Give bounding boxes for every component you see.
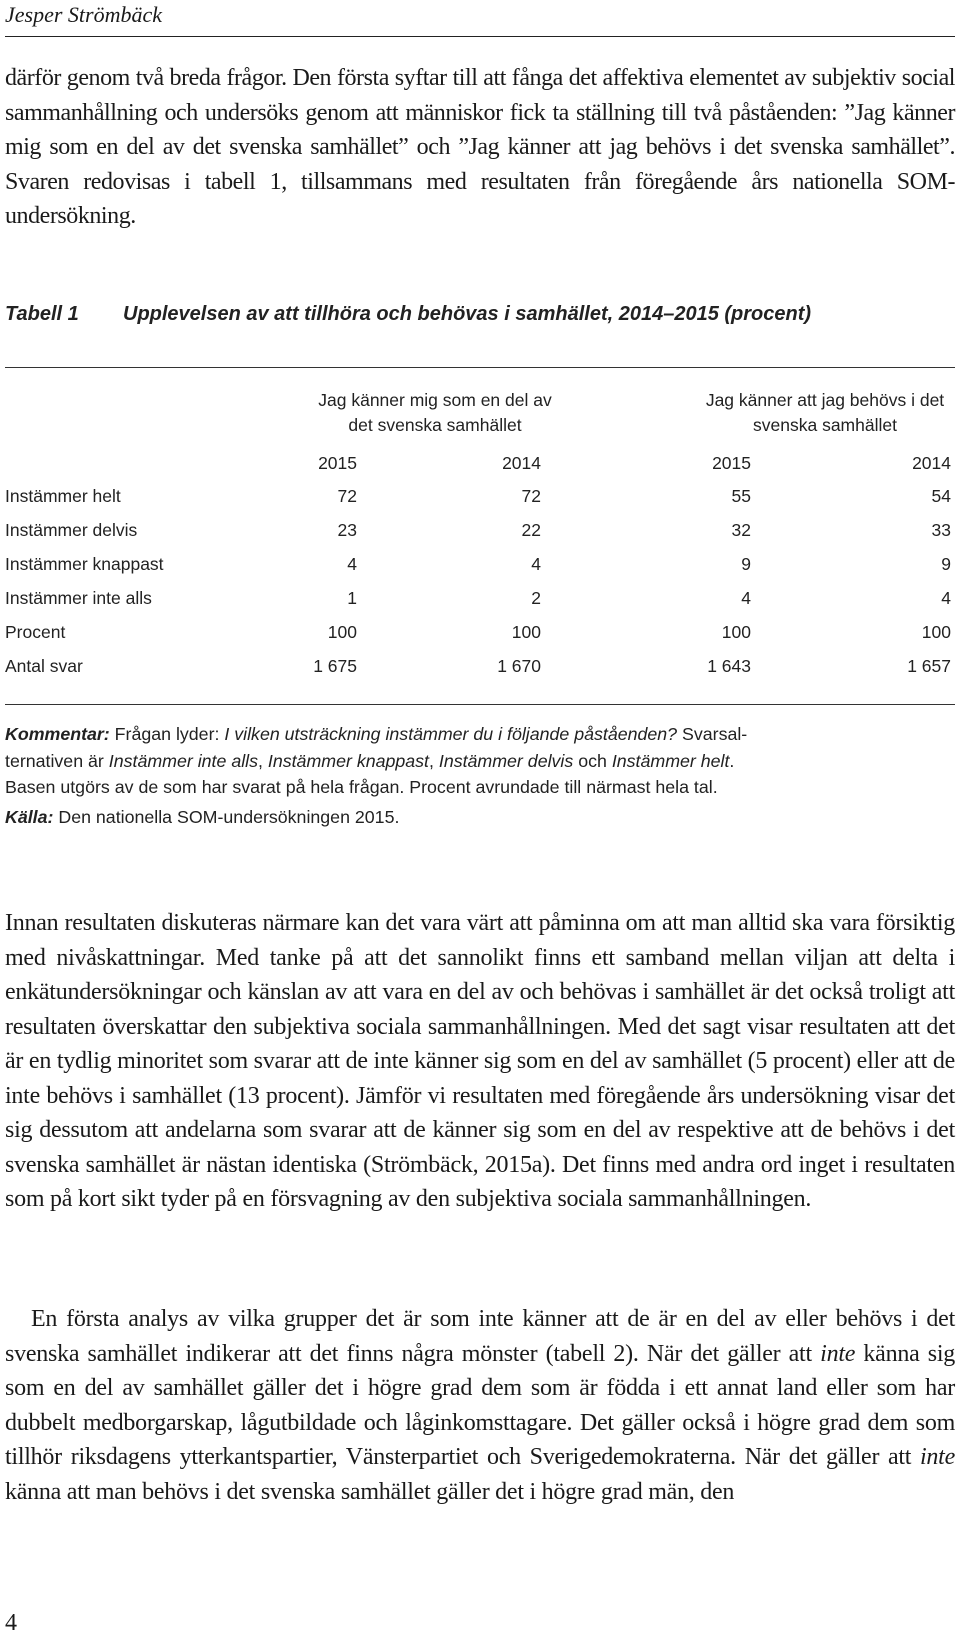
table-row	[5, 486, 955, 516]
text-run: En första analys av vilka grupper det är som inte känner att de är en del av eller behövs i det svenska samhället indikerar att det finns några mönster (tabell 2). När det gäller att	[5, 1306, 955, 1367]
table-cell: 1 670	[497, 656, 541, 676]
table-cell: 4	[741, 588, 751, 608]
row-label: Instämmer knappast	[5, 554, 164, 574]
running-head: Jesper Strömbäck	[5, 2, 163, 27]
row-label: Antal svar	[5, 656, 83, 676]
emphasis: inte	[920, 1444, 955, 1470]
table-title: Upplevelsen av att tillhöra och behövas i samhället, 2014–2015 (procent)	[123, 303, 812, 325]
note-line	[5, 721, 955, 748]
table-cell: 100	[921, 622, 951, 642]
row-label: Instämmer helt	[5, 486, 121, 506]
table-row	[5, 554, 955, 584]
comment-text: ternativen är	[5, 750, 109, 771]
comment-question: I vilken utsträckning instämmer du i följande påståenden?	[224, 724, 678, 744]
row-label: Procent	[5, 622, 66, 642]
table-notes	[5, 721, 955, 830]
row-label: Instämmer inte alls	[5, 588, 152, 608]
answer-option: Instämmer delvis	[438, 750, 574, 771]
source-label: Källa:	[5, 806, 54, 827]
answer-option: Instämmer inte alls	[108, 750, 258, 771]
comment-text: .	[729, 750, 735, 771]
table-row	[5, 656, 955, 686]
answer-option: Instämmer knappast	[267, 750, 429, 771]
table-top-rule	[5, 367, 955, 368]
table-cell: 100	[721, 622, 751, 642]
table-cell: 1	[347, 588, 357, 608]
table-cell: 32	[731, 520, 751, 540]
page-number: 4	[5, 1610, 17, 1636]
comment-text: Svarsal-	[677, 724, 748, 744]
table-label: Tabell 1	[5, 303, 79, 325]
comment-text: och	[573, 750, 612, 771]
text-run: känna att man behövs i det svenska samhället gäller det i högre grad män, den	[5, 1478, 735, 1505]
table-cell: 9	[941, 554, 951, 574]
table-row	[5, 622, 955, 652]
paragraph-discussion: Innan resultaten diskuteras närmare kan det vara värt att påminna om att man alltid ska vara försiktig med nivåskattningar. Med tanke på att det sannolikt finns ett samband mellan viljan att delta i enkätundersökningar och känslan av att vara en del av och behövas i samhället är det också troligt att resultaten överskattar den subjektiva sociala sammanhållningen. Med det sagt visar resultaten att det är en tydlig minoritet som svarar att de inte känner sig som en del av samhället (5 procent) eller att de inte behövs i samhället (13 procent). Jämför vi resultaten med föregående års undersökning visar det sig dessutom att andelarna som svarar att de känner sig som en del av respektive att de behövs i det svenska samhället är nästan identiska (Strömbäck, 2015a). Det finns med andra ord inget i resultaten som på kort sikt tyder på en försvagning av den subjektiva sociala sammanhållningen.	[5, 910, 955, 1212]
text-run: känna sig som en del av samhället gäller det i högre grad dem som är födda i ett annat land eller som har dubbelt medborgarskap, lågutbildade och låginkomsttagare. Det gäller också i högre grad dem som tillhör riksdagens ytterkantspartier, Vänsterpartiet och Sverigedemokraterna. När det gäller att	[5, 1340, 955, 1470]
table-cell: 100	[327, 622, 357, 642]
note-line	[5, 748, 955, 775]
column-group-belong: Jag känner mig som en del av det svenska samhället	[318, 390, 552, 435]
table-cell: 23	[337, 520, 357, 540]
column-group-needed: Jag känner att jag behövs i det svenska samhället	[705, 390, 945, 435]
column-year: 2014	[502, 453, 541, 473]
table-cell: 33	[931, 520, 951, 540]
answer-option: Instämmer helt	[611, 750, 730, 771]
comment-text: Frågan lyder:	[109, 724, 225, 744]
column-year: 2015	[318, 453, 357, 473]
source-line	[5, 804, 955, 831]
table-cell: 9	[741, 554, 751, 574]
table-cell: 22	[521, 520, 541, 540]
table-cell: 54	[931, 486, 951, 506]
comment-label: Kommentar:	[5, 724, 110, 744]
comment-text: ,	[258, 750, 268, 771]
emphasis: inte	[820, 1340, 856, 1367]
comment-text: ,	[428, 750, 439, 771]
table-cell: 72	[337, 486, 357, 506]
table-cell: 100	[511, 622, 541, 642]
table-cell: 2	[531, 588, 541, 608]
table-cell: 4	[531, 554, 541, 574]
table-cell: 1 657	[907, 656, 951, 676]
table-row	[5, 520, 955, 550]
table-cell: 4	[941, 588, 951, 608]
paragraph-intro: därför genom två breda frågor. Den första syftar till att fånga det affektiva elementet av subjektiv social sammanhållning och undersöks genom att människor fick ta ställning till två påståenden: ”Jag känner mig som en del av det svenska samhället” och ”Jag känner att jag behövs i det svenska samhället”. Svaren redovisas i tabell 1, tillsammans med resultaten från föregående års nationella SOM-undersökning.	[5, 65, 955, 229]
header-rule	[5, 36, 955, 37]
note-line: Basen utgörs av de som har svarat på hela frågan. Procent avrundade till närmast hela tal.	[5, 777, 718, 797]
table-bottom-rule	[5, 704, 955, 705]
table-cell: 1 675	[313, 656, 357, 676]
column-year: 2015	[712, 453, 751, 473]
paragraph-analysis	[5, 1302, 955, 1509]
table-row	[5, 588, 955, 618]
table-cell: 4	[347, 554, 357, 574]
table-cell: 72	[521, 486, 541, 506]
source-text: Den nationella SOM-undersökningen 2015.	[53, 806, 400, 827]
column-year: 2014	[912, 453, 951, 473]
row-label: Instämmer delvis	[5, 520, 138, 540]
table-cell: 55	[731, 486, 751, 506]
table-cell: 1 643	[707, 656, 751, 676]
